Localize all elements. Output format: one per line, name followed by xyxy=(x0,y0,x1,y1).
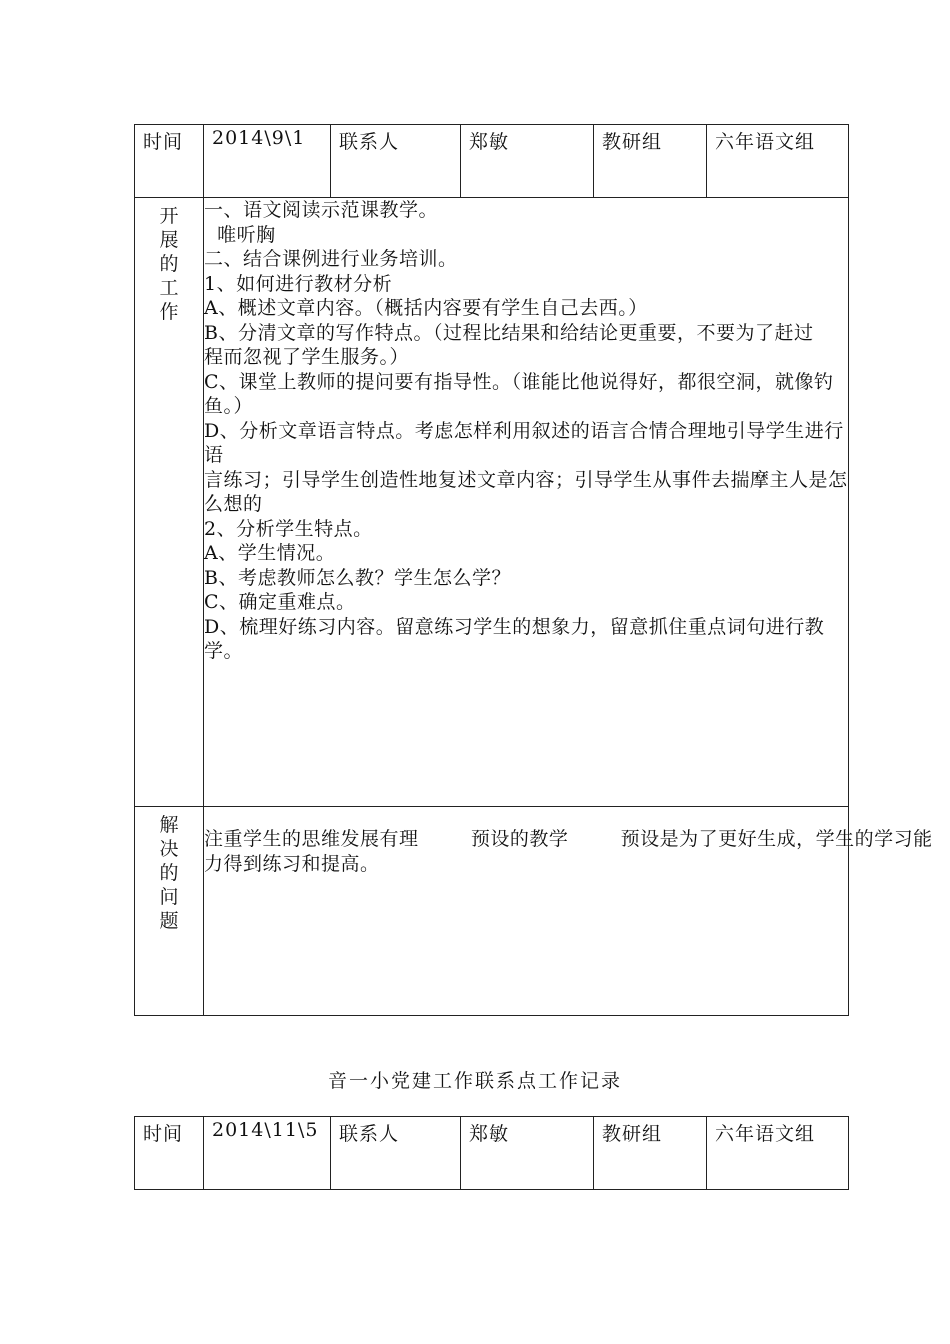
solve-label: 解决的问题 xyxy=(159,814,179,932)
work-line: 言练习；引导学生创造性地复述文章内容；引导学生从事件去揣摩主人是怎 xyxy=(204,468,848,491)
header-row xyxy=(135,125,849,198)
group-label: 教研组 xyxy=(602,131,663,153)
time-label: 时间 xyxy=(143,131,184,153)
work-line: 程而忽视了学生服务。） xyxy=(204,346,410,368)
work-line: 一、语文阅读示范课教学。 xyxy=(204,199,439,221)
time-value: 2014\9\1 xyxy=(212,127,306,149)
work-record-table-2 xyxy=(134,1116,849,1190)
work-line: 鱼。） xyxy=(204,395,254,417)
header-row xyxy=(135,1117,849,1190)
contact-label: 联系人 xyxy=(339,1123,400,1145)
group-label: 教研组 xyxy=(602,1123,663,1145)
solve-row xyxy=(135,807,849,1016)
work-line: D、梳理好练习内容。留意练习学生的想象力，留意抓住重点词句进行教学。 xyxy=(204,615,825,662)
time-label: 时间 xyxy=(143,1123,184,1145)
work-line: 唯听胸 xyxy=(204,223,276,246)
time-value: 2014\11\5 xyxy=(212,1119,319,1141)
work-line: 么想的 xyxy=(204,493,263,515)
work-line: A、学生情况。 xyxy=(204,542,336,564)
work-record-table-1 xyxy=(134,124,933,1016)
work-line: B、分清文章的写作特点。（过程比结果和给结论更重要，不要为了赶过 xyxy=(204,321,814,344)
work-line: B、考虑教师怎么教？学生怎么学？ xyxy=(204,566,511,589)
work-line: C、确定重难点。 xyxy=(204,591,356,613)
work-line: D、分析文章语言特点。考虑怎样利用叙述的语言合情合理地引导学生进行语 xyxy=(204,419,844,466)
page-title: 音一小党建工作联系点工作记录 xyxy=(327,1070,622,1092)
group-value: 六年语文组 xyxy=(715,131,816,153)
work-line: A、概述文章内容。（概括内容要有学生自己去西。） xyxy=(204,297,648,319)
work-line: 二、结合课例进行业务培训。 xyxy=(204,248,458,270)
contact-value: 郑敏 xyxy=(469,131,510,153)
solve-line: 注重学生的思维发展有理 预设的教学 预设是为了更好生成，学生的学习能 xyxy=(204,828,933,850)
group-value: 六年语文组 xyxy=(715,1123,816,1145)
work-row xyxy=(135,198,849,807)
solve-line: 力得到练习和提高。 xyxy=(204,852,380,875)
work-label: 开展的工作 xyxy=(159,205,179,323)
work-line: 1、如何进行教材分析 xyxy=(204,272,393,295)
contact-label: 联系人 xyxy=(339,131,400,153)
work-line: 2、分析学生特点。 xyxy=(204,517,373,540)
work-line: C、课堂上教师的提问要有指导性。（谁能比他说得好，都很空洞，就像钓 xyxy=(204,370,834,393)
contact-value: 郑敏 xyxy=(469,1123,510,1145)
